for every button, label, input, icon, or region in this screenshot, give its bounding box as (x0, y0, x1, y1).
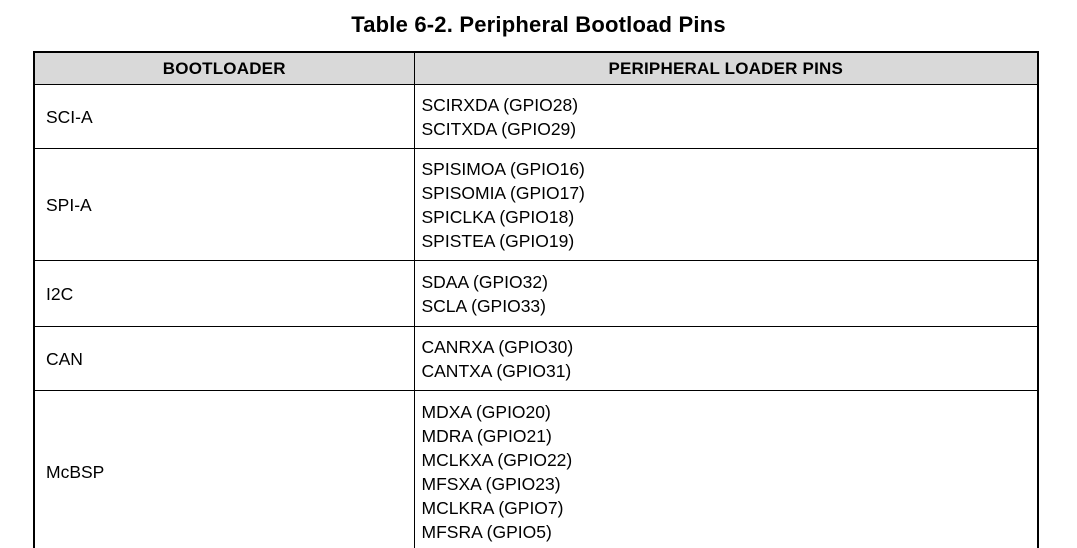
pins-cell (414, 261, 1038, 327)
column-header-bootloader: BOOTLOADER (34, 52, 414, 85)
bootloader-cell: SCI-A (34, 85, 414, 149)
pin-line: MCLKXA (GPIO22) (421, 450, 573, 470)
pin-line: SCITXDA (GPIO29) (421, 118, 577, 139)
pin-line: MFSXA (GPIO23) (421, 474, 561, 494)
pin-line: SCIRXDA (GPIO28) (421, 94, 579, 115)
table-row (34, 85, 1038, 149)
table-body (34, 85, 1038, 548)
pin-line: SPISTEA (GPIO19) (421, 230, 575, 251)
peripheral-bootload-pins-table (33, 51, 1039, 548)
pin-line: SPISOMIA (GPIO17) (421, 182, 585, 203)
pin-line: CANRXA (GPIO30) (421, 336, 574, 357)
bootloader-cell: CAN (34, 327, 414, 391)
pin-line: MDXA (GPIO20) (421, 402, 551, 422)
table-row (34, 327, 1038, 391)
pin-line: MFSRA (GPIO5) (421, 522, 552, 542)
pin-line: SPICLKA (GPIO18) (421, 206, 575, 227)
bootloader-cell: I2C (34, 261, 414, 327)
pins-cell (414, 149, 1038, 261)
table-row (34, 261, 1038, 327)
pin-line: SPISIMOA (GPIO16) (421, 158, 585, 179)
table-title: Table 6-2. Peripheral Bootload Pins (351, 12, 726, 37)
pin-line: SDAA (GPIO32) (421, 271, 548, 292)
pins-cell (414, 327, 1038, 391)
table-row (34, 149, 1038, 261)
column-header-peripheral-loader-pins: PERIPHERAL LOADER PINS (414, 52, 1038, 85)
pins-cell (414, 85, 1038, 149)
pins-cell (414, 391, 1038, 548)
bootloader-cell: McBSP (34, 391, 414, 548)
pin-line: CANTXA (GPIO31) (421, 360, 572, 381)
table-header-row (34, 52, 1038, 85)
pin-line: MDRA (GPIO21) (421, 426, 552, 446)
table-row (34, 391, 1038, 548)
pin-line: SCLA (GPIO33) (421, 295, 546, 316)
bootloader-cell: SPI-A (34, 149, 414, 261)
pin-line: MCLKRA (GPIO7) (421, 498, 564, 518)
